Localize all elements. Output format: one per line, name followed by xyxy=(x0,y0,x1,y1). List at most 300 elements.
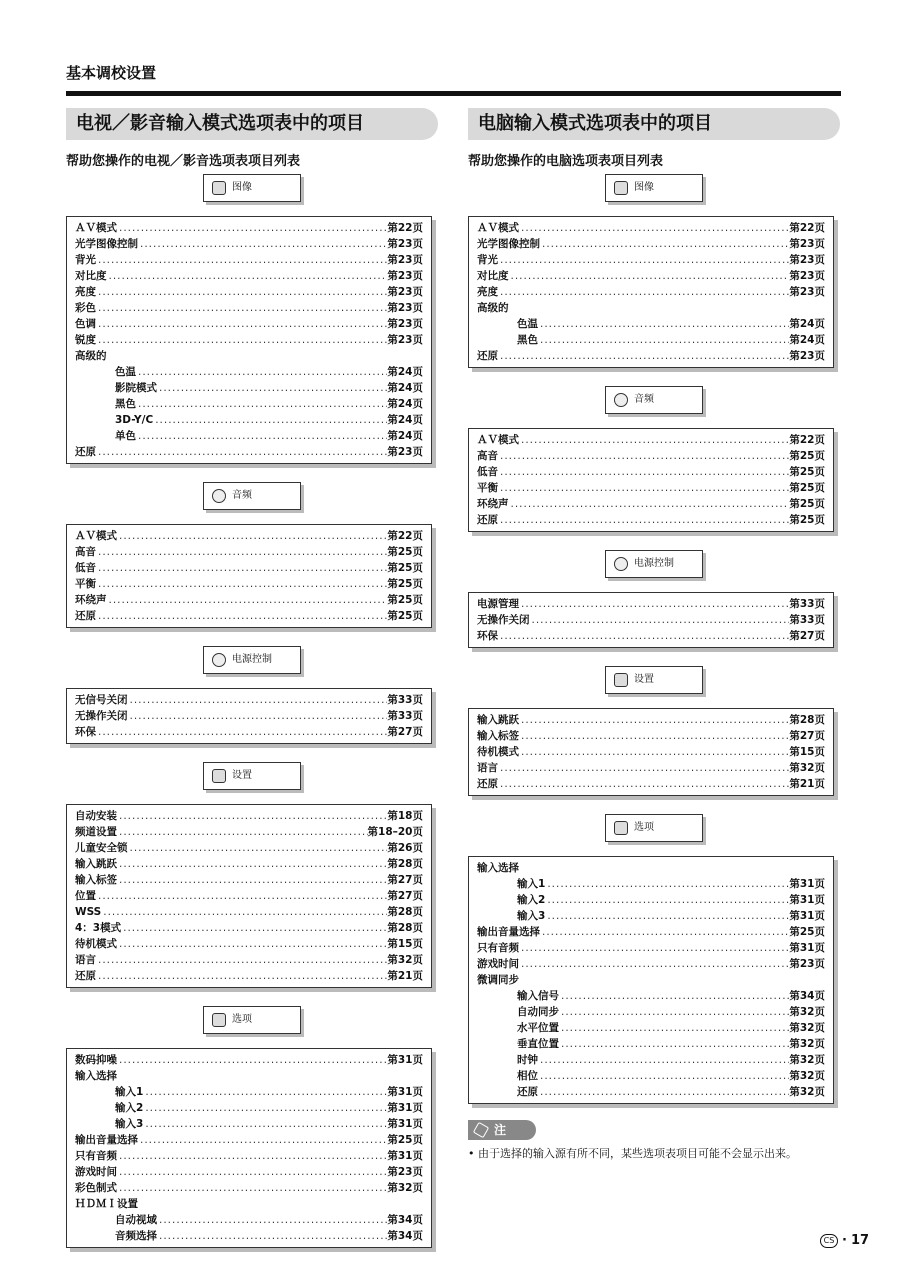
category-label-setup xyxy=(605,666,703,694)
menu-item-box xyxy=(468,592,834,648)
menu-item-page: 第24页 xyxy=(387,366,423,378)
menu-item-row xyxy=(75,560,423,576)
leader-dots xyxy=(136,396,387,412)
leader-dots xyxy=(107,268,388,284)
menu-item-label: 锐度 xyxy=(75,334,96,346)
menu-item-row xyxy=(477,1020,825,1036)
menu-item-row xyxy=(477,760,825,776)
menu-item-label: 只有音频 xyxy=(477,942,519,954)
menu-item-row xyxy=(477,332,825,348)
leader-dots xyxy=(138,1132,387,1148)
menu-item-row xyxy=(75,920,423,936)
leader-dots xyxy=(96,544,387,560)
leader-dots xyxy=(519,596,789,612)
menu-item-label: 对比度 xyxy=(477,270,509,282)
menu-item-page: 第23页 xyxy=(789,958,825,970)
leader-dots xyxy=(117,1052,387,1068)
setup-icon xyxy=(614,673,628,687)
menu-item-row xyxy=(75,1164,423,1180)
menu-item-page: 第28页 xyxy=(387,858,423,870)
menu-item-row xyxy=(75,592,423,608)
menu-item-row xyxy=(477,1084,825,1100)
menu-item-page: 第33页 xyxy=(387,710,423,722)
menu-item-row xyxy=(75,1100,423,1116)
menu-item-label: 输出音量选择 xyxy=(477,926,540,938)
menu-item-page: 第23页 xyxy=(387,302,423,314)
menu-item-row xyxy=(75,840,423,856)
menu-item-label: ＡＶ模式 xyxy=(75,530,117,542)
leader-dots xyxy=(138,1196,423,1212)
category-label-text: 设置 xyxy=(232,770,252,781)
menu-item-row xyxy=(75,888,423,904)
menu-item-label: 只有音频 xyxy=(75,1150,117,1162)
menu-item-row xyxy=(75,396,423,412)
category-label-text: 设置 xyxy=(634,674,654,685)
menu-item-row xyxy=(477,940,825,956)
leader-dots xyxy=(96,316,387,332)
menu-item-label: 输入信号 xyxy=(517,990,559,1002)
leader-dots xyxy=(117,824,368,840)
leader-dots xyxy=(519,744,789,760)
menu-item-label: 语言 xyxy=(75,954,96,966)
subtitle-pc: 帮助您操作的电脑选项表项目列表 xyxy=(468,154,664,169)
menu-item-page: 第25页 xyxy=(387,1134,423,1146)
menu-item-row xyxy=(75,724,423,740)
right-column xyxy=(468,108,840,1162)
menu-item-row xyxy=(75,936,423,952)
menu-item-row xyxy=(477,348,825,364)
menu-item-page: 第23页 xyxy=(387,1166,423,1178)
menu-item-row xyxy=(75,268,423,284)
leader-dots xyxy=(538,316,789,332)
menu-item-row xyxy=(75,1052,423,1068)
menu-item-page: 第31页 xyxy=(387,1054,423,1066)
picture-icon xyxy=(212,181,226,195)
menu-item-page: 第25页 xyxy=(387,578,423,590)
menu-item-page: 第25页 xyxy=(387,546,423,558)
menu-item-page: 第32页 xyxy=(789,1086,825,1098)
menu-item-page: 第23页 xyxy=(387,318,423,330)
menu-item-label: 还原 xyxy=(75,970,96,982)
menu-item-page: 第23页 xyxy=(789,270,825,282)
menu-item-label: 色温 xyxy=(115,366,136,378)
leader-dots xyxy=(157,1228,387,1244)
menu-item-row xyxy=(75,1180,423,1196)
menu-item-page: 第23页 xyxy=(789,286,825,298)
menu-item-page: 第24页 xyxy=(789,334,825,346)
menu-item-row xyxy=(477,448,825,464)
menu-item-row xyxy=(75,528,423,544)
menu-item-page: 第27页 xyxy=(789,730,825,742)
menu-item-box xyxy=(468,428,834,532)
menu-item-label: 游戏时间 xyxy=(477,958,519,970)
page-number-value: 17 xyxy=(850,1233,870,1248)
menu-item-page: 第31页 xyxy=(789,878,825,890)
menu-item-page: 第22页 xyxy=(387,222,423,234)
menu-item-page: 第21页 xyxy=(789,778,825,790)
menu-item-page: 第23页 xyxy=(387,286,423,298)
menu-item-page: 第31页 xyxy=(387,1102,423,1114)
menu-item-page: 第28页 xyxy=(387,922,423,934)
menu-item-label: 3D-Y/C xyxy=(115,414,154,426)
section-title-pc: 电脑输入模式选项表中的项目 xyxy=(468,108,840,140)
menu-item-row xyxy=(75,380,423,396)
menu-item-page: 第27页 xyxy=(789,630,825,642)
menu-item-label: 亮度 xyxy=(75,286,96,298)
category-label-text: 图像 xyxy=(232,182,252,193)
leader-dots xyxy=(96,724,387,740)
leader-dots xyxy=(96,332,387,348)
menu-item-page: 第24页 xyxy=(387,382,423,394)
menu-item-box xyxy=(66,688,432,744)
menu-item-label: 对比度 xyxy=(75,270,107,282)
option-icon xyxy=(212,1013,226,1027)
menu-item-label: 低音 xyxy=(477,466,498,478)
leader-dots xyxy=(519,712,789,728)
subtitle-tv: 帮助您操作的电视／影音选项表项目列表 xyxy=(66,154,301,169)
leader-dots xyxy=(498,348,789,364)
menu-item-label: 色温 xyxy=(517,318,538,330)
menu-item-row xyxy=(75,708,423,724)
menu-item-row xyxy=(75,1228,423,1244)
menu-item-label: 输入3 xyxy=(115,1118,144,1130)
menu-item-label: 数码抑噪 xyxy=(75,1054,117,1066)
menu-item-label: ＡＶ模式 xyxy=(477,222,519,234)
leader-dots xyxy=(157,380,387,396)
menu-item-row xyxy=(477,988,825,1004)
menu-item-row xyxy=(477,252,825,268)
menu-item-label: 亮度 xyxy=(477,286,498,298)
leader-dots xyxy=(96,608,387,624)
menu-item-row xyxy=(477,1036,825,1052)
menu-item-box xyxy=(468,216,834,368)
menu-item-row xyxy=(75,824,423,840)
menu-item-label: 电源管理 xyxy=(477,598,519,610)
menu-item-row xyxy=(477,596,825,612)
menu-item-page: 第22页 xyxy=(387,530,423,542)
leader-dots xyxy=(509,496,790,512)
menu-item-box xyxy=(66,524,432,628)
menu-item-label: 还原 xyxy=(477,778,498,790)
category-label-text: 选项 xyxy=(634,822,654,833)
menu-item-label: 待机模式 xyxy=(477,746,519,758)
menu-item-page: 第32页 xyxy=(387,1182,423,1194)
menu-item-row xyxy=(477,712,825,728)
leader-dots xyxy=(559,1004,789,1020)
leader-dots xyxy=(138,236,387,252)
menu-item-label: 输入跳跃 xyxy=(75,858,117,870)
menu-item-row xyxy=(477,1052,825,1068)
menu-item-page: 第32页 xyxy=(789,762,825,774)
leader-dots xyxy=(117,1148,387,1164)
menu-item-label: 输入选择 xyxy=(75,1070,117,1082)
leader-dots xyxy=(96,444,387,460)
category-label-picture xyxy=(605,174,703,202)
menu-item-label: 环保 xyxy=(75,726,96,738)
menu-item-row xyxy=(477,316,825,332)
menu-item-label: 输入跳跃 xyxy=(477,714,519,726)
menu-item-label: ＡＶ模式 xyxy=(477,434,519,446)
menu-item-label: ＡＶ模式 xyxy=(75,222,117,234)
leader-dots xyxy=(509,268,790,284)
category-label-option xyxy=(605,814,703,842)
menu-item-row xyxy=(477,924,825,940)
leader-dots xyxy=(117,808,387,824)
menu-item-row xyxy=(75,220,423,236)
leader-dots xyxy=(545,908,789,924)
category-label-picture xyxy=(203,174,301,202)
menu-item-label: 垂直位置 xyxy=(517,1038,559,1050)
menu-item-page: 第23页 xyxy=(387,238,423,250)
menu-item-row xyxy=(477,628,825,644)
menu-item-label: 无操作关闭 xyxy=(477,614,530,626)
category-label-setup xyxy=(203,762,301,790)
leader-dots xyxy=(498,760,789,776)
leader-dots xyxy=(136,428,387,444)
menu-item-page: 第23页 xyxy=(387,446,423,458)
leader-dots xyxy=(538,1084,789,1100)
menu-item-row xyxy=(75,1212,423,1228)
menu-item-label: 光学图像控制 xyxy=(477,238,540,250)
menu-item-page: 第25页 xyxy=(789,450,825,462)
menu-item-page: 第18页 xyxy=(387,810,423,822)
menu-item-row xyxy=(75,968,423,984)
menu-item-label: 待机模式 xyxy=(75,938,117,950)
menu-item-page: 第24页 xyxy=(789,318,825,330)
menu-item-row xyxy=(75,1196,423,1212)
menu-item-page: 第34页 xyxy=(387,1230,423,1242)
menu-item-page: 第34页 xyxy=(789,990,825,1002)
power-control-icon xyxy=(212,653,226,667)
leader-dots xyxy=(530,612,790,628)
leader-dots xyxy=(117,1068,423,1084)
menu-item-page: 第25页 xyxy=(789,498,825,510)
menu-item-row xyxy=(75,1132,423,1148)
menu-item-page: 第25页 xyxy=(789,514,825,526)
picture-icon xyxy=(614,181,628,195)
menu-item-row xyxy=(477,860,825,876)
category-label-text: 选项 xyxy=(232,1014,252,1025)
menu-item-page: 第28页 xyxy=(387,906,423,918)
category-label-text: 音频 xyxy=(232,490,252,501)
menu-item-row xyxy=(75,692,423,708)
menu-item-label: 相位 xyxy=(517,1070,538,1082)
menu-item-row xyxy=(477,432,825,448)
menu-item-page: 第24页 xyxy=(387,414,423,426)
note-text: • 由于选择的输入源有所不同，某些选项表项目可能不会显示出来。 xyxy=(468,1146,838,1162)
menu-item-row xyxy=(75,1116,423,1132)
leader-dots xyxy=(128,840,388,856)
menu-item-row xyxy=(75,316,423,332)
pc-menu-groups xyxy=(468,174,840,1104)
menu-item-page: 第32页 xyxy=(789,1006,825,1018)
menu-item-row xyxy=(75,236,423,252)
menu-item-box xyxy=(468,856,834,1104)
leader-dots xyxy=(509,300,826,316)
menu-item-row xyxy=(75,544,423,560)
menu-item-page: 第31页 xyxy=(789,910,825,922)
menu-item-label: 还原 xyxy=(477,514,498,526)
leader-dots xyxy=(157,1212,387,1228)
menu-item-page: 第23页 xyxy=(387,270,423,282)
menu-item-page: 第32页 xyxy=(789,1054,825,1066)
leader-dots xyxy=(143,1116,387,1132)
category-label-audio xyxy=(203,482,301,510)
menu-item-page: 第15页 xyxy=(387,938,423,950)
menu-item-label: 环保 xyxy=(477,630,498,642)
menu-item-row xyxy=(75,284,423,300)
menu-item-label: 输入标签 xyxy=(477,730,519,742)
leader-dots xyxy=(519,972,825,988)
menu-item-row xyxy=(75,364,423,380)
leader-dots xyxy=(107,592,388,608)
menu-item-page: 第23页 xyxy=(789,350,825,362)
leader-dots xyxy=(519,432,789,448)
leader-dots xyxy=(96,284,387,300)
menu-item-page: 第23页 xyxy=(387,254,423,266)
menu-item-row xyxy=(477,300,825,316)
menu-item-row xyxy=(75,1148,423,1164)
menu-item-label: 色调 xyxy=(75,318,96,330)
category-label-text: 图像 xyxy=(634,182,654,193)
menu-item-page: 第31页 xyxy=(387,1118,423,1130)
menu-item-label: 背光 xyxy=(75,254,96,266)
category-label-power-control xyxy=(605,550,703,578)
menu-item-label: 高级的 xyxy=(477,302,509,314)
leader-dots xyxy=(96,252,387,268)
leader-dots xyxy=(143,1084,387,1100)
menu-item-label: 游戏时间 xyxy=(75,1166,117,1178)
menu-item-page: 第31页 xyxy=(387,1150,423,1162)
menu-item-row xyxy=(75,808,423,824)
leader-dots xyxy=(96,888,387,904)
setup-icon xyxy=(212,769,226,783)
menu-item-label: 影院模式 xyxy=(115,382,157,394)
menu-item-label: 输入选择 xyxy=(477,862,519,874)
menu-item-page: 第22页 xyxy=(789,222,825,234)
menu-item-label: 环绕声 xyxy=(477,498,509,510)
leader-dots xyxy=(117,1180,387,1196)
leader-dots xyxy=(101,904,387,920)
menu-item-page: 第27页 xyxy=(387,890,423,902)
menu-item-label: 高级的 xyxy=(75,350,107,362)
page-dash: · xyxy=(842,1233,847,1248)
leader-dots xyxy=(117,872,387,888)
leader-dots xyxy=(143,1100,387,1116)
menu-item-label: 平衡 xyxy=(75,578,96,590)
menu-item-row xyxy=(477,220,825,236)
menu-item-box xyxy=(66,1048,432,1248)
menu-item-page: 第24页 xyxy=(387,430,423,442)
menu-item-page: 第32页 xyxy=(387,954,423,966)
menu-item-label: 输入2 xyxy=(517,894,546,906)
menu-item-row xyxy=(477,892,825,908)
menu-item-row xyxy=(477,464,825,480)
left-column xyxy=(66,108,438,1248)
menu-item-page: 第18–20页 xyxy=(367,826,423,838)
menu-item-page: 第33页 xyxy=(789,598,825,610)
leader-dots xyxy=(117,856,387,872)
leader-dots xyxy=(559,988,789,1004)
category-label-text: 电源控制 xyxy=(634,558,674,569)
menu-item-page: 第23页 xyxy=(789,254,825,266)
menu-item-page: 第32页 xyxy=(789,1022,825,1034)
menu-item-label: 儿童安全锁 xyxy=(75,842,128,854)
leader-dots xyxy=(519,728,789,744)
menu-item-label: 输入1 xyxy=(115,1086,144,1098)
menu-item-row xyxy=(75,872,423,888)
menu-item-page: 第32页 xyxy=(789,1038,825,1050)
note-icon xyxy=(473,1122,489,1138)
menu-item-page: 第24页 xyxy=(387,398,423,410)
menu-item-label: 水平位置 xyxy=(517,1022,559,1034)
menu-item-page: 第21页 xyxy=(387,970,423,982)
leader-dots xyxy=(121,920,387,936)
menu-item-page: 第33页 xyxy=(387,694,423,706)
category-label-power-control xyxy=(203,646,301,674)
menu-item-page: 第23页 xyxy=(387,334,423,346)
menu-item-label: 输入2 xyxy=(115,1102,144,1114)
menu-item-label: 时钟 xyxy=(517,1054,538,1066)
leader-dots xyxy=(96,968,387,984)
menu-item-page: 第25页 xyxy=(789,482,825,494)
menu-item-page: 第33页 xyxy=(789,614,825,626)
menu-item-row xyxy=(75,300,423,316)
leader-dots xyxy=(107,348,424,364)
menu-item-label: 自动安装 xyxy=(75,810,117,822)
menu-item-row xyxy=(477,612,825,628)
menu-item-row xyxy=(477,972,825,988)
menu-item-label: 语言 xyxy=(477,762,498,774)
menu-item-label: 平衡 xyxy=(477,482,498,494)
menu-item-row xyxy=(75,332,423,348)
menu-item-row xyxy=(75,1068,423,1084)
leader-dots xyxy=(498,776,789,792)
menu-item-box xyxy=(66,216,432,464)
menu-item-page: 第31页 xyxy=(789,942,825,954)
menu-item-label: 高音 xyxy=(75,546,96,558)
leader-dots xyxy=(559,1020,789,1036)
menu-item-row xyxy=(477,1004,825,1020)
leader-dots xyxy=(498,252,789,268)
menu-item-label: 低音 xyxy=(75,562,96,574)
leader-dots xyxy=(498,284,789,300)
menu-item-row xyxy=(75,904,423,920)
menu-item-page: 第28页 xyxy=(789,714,825,726)
leader-dots xyxy=(117,1164,387,1180)
menu-item-page: 第26页 xyxy=(387,842,423,854)
menu-item-page: 第25页 xyxy=(387,562,423,574)
leader-dots xyxy=(498,628,789,644)
menu-item-label: 光学图像控制 xyxy=(75,238,138,250)
leader-dots xyxy=(519,956,789,972)
menu-item-label: 无信号关闭 xyxy=(75,694,128,706)
leader-dots xyxy=(538,332,789,348)
leader-dots xyxy=(559,1036,789,1052)
menu-item-row xyxy=(477,236,825,252)
category-label-audio xyxy=(605,386,703,414)
note-tag-label: 注 xyxy=(494,1123,507,1137)
menu-item-label: 频道设置 xyxy=(75,826,117,838)
category-label-text: 电源控制 xyxy=(232,654,272,665)
menu-item-page: 第25页 xyxy=(387,610,423,622)
menu-item-label: 还原 xyxy=(75,610,96,622)
region-badge: CS xyxy=(820,1234,838,1248)
menu-item-row xyxy=(477,1068,825,1084)
menu-item-row xyxy=(477,908,825,924)
menu-item-row xyxy=(75,444,423,460)
menu-item-label: 输入标签 xyxy=(75,874,117,886)
